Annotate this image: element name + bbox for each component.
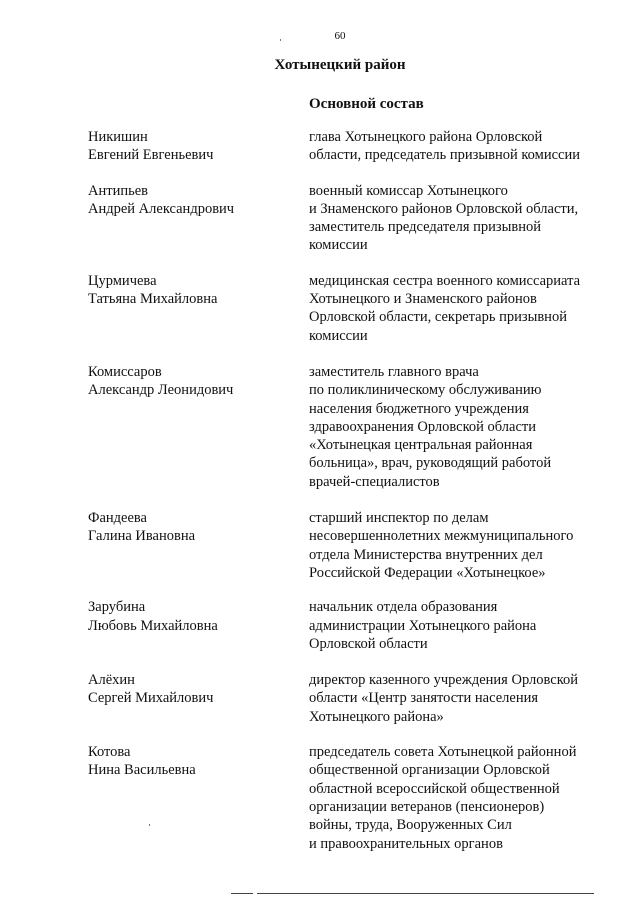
- member-given-names: Александр Леонидович: [88, 382, 234, 399]
- member-role: старший инспектор по делам несовершеннолетних межмуниципального отдела Министерства внутренних дел Российской Федерации «Хотынецкое»: [309, 510, 574, 581]
- member-name: [88, 128, 309, 165]
- member-role: начальник отдела образования администрации Хотынецкого района Орловской области: [309, 599, 537, 652]
- member-name: [88, 509, 309, 546]
- member-surname: Зарубина: [88, 599, 146, 616]
- member-given-names: Нина Васильевна: [88, 762, 196, 779]
- member-role: председатель совета Хотынецкой районной общественной организации Орловской областной всероссийской общественной организации ветеранов (пенсионеров) войны, труда, Вооруженных Сил и правоохранительных органов: [309, 744, 577, 852]
- member-given-names: Любовь Михайловна: [88, 617, 218, 634]
- page-number: 60: [334, 30, 346, 42]
- member-surname: Никишин: [88, 129, 148, 145]
- section-title: Основной состав: [309, 96, 424, 112]
- member-entry: [88, 182, 608, 255]
- footer-rule: [257, 893, 594, 894]
- member-entry: [88, 272, 608, 345]
- member-role: директор казенного учреждения Орловской области «Центр занятости населения Хотынецкого района»: [309, 672, 579, 725]
- member-given-names: Татьяна Михайловна: [88, 291, 218, 308]
- district-title: Хотынецкий район: [274, 57, 406, 73]
- member-entry: [88, 128, 608, 165]
- member-entry: [88, 598, 608, 653]
- scan-speck: [149, 824, 150, 826]
- member-entry: [88, 509, 608, 582]
- member-surname: Комиссаров: [88, 363, 162, 380]
- member-name: [88, 598, 309, 635]
- member-name: [88, 671, 309, 708]
- member-given-names: Андрей Александрович: [88, 200, 235, 217]
- member-name: [88, 182, 309, 219]
- footer-rule: [231, 893, 253, 894]
- member-surname: Котова: [88, 744, 131, 761]
- member-name: [88, 272, 309, 309]
- scan-speck: [280, 39, 281, 41]
- member-surname: Цурмичева: [88, 272, 157, 289]
- members-list: [88, 128, 608, 853]
- member-given-names: Сергей Михайлович: [88, 690, 214, 707]
- member-role: медицинская сестра военного комиссариата Хотынецкого и Знаменского районов Орловской области, секретарь призывной комиссии: [309, 272, 581, 344]
- member-surname: Антипьев: [88, 182, 148, 199]
- member-role: глава Хотынецкого района Орловской области, председатель призывной комиссии: [309, 129, 580, 164]
- member-given-names: Евгений Евгеньевич: [88, 147, 214, 164]
- member-given-names: Галина Ивановна: [88, 528, 196, 545]
- member-entry: [88, 671, 608, 726]
- member-entry: [88, 363, 608, 491]
- member-surname: Алёхин: [88, 672, 135, 689]
- member-role: военный комиссар Хотынецкого и Знаменского районов Орловской области, заместитель председателя призывной комиссии: [309, 182, 579, 254]
- member-name: [88, 363, 309, 400]
- member-surname: Фандеева: [88, 510, 147, 527]
- member-entry: [88, 743, 608, 853]
- member-name: [88, 743, 309, 780]
- member-role: заместитель главного врача по поликлиническому обслуживанию населения бюджетного учреждения здравоохранения Орловской области «Хотынецкая центральная районная больница», врач, руководящий работой врачей-специалистов: [309, 363, 552, 490]
